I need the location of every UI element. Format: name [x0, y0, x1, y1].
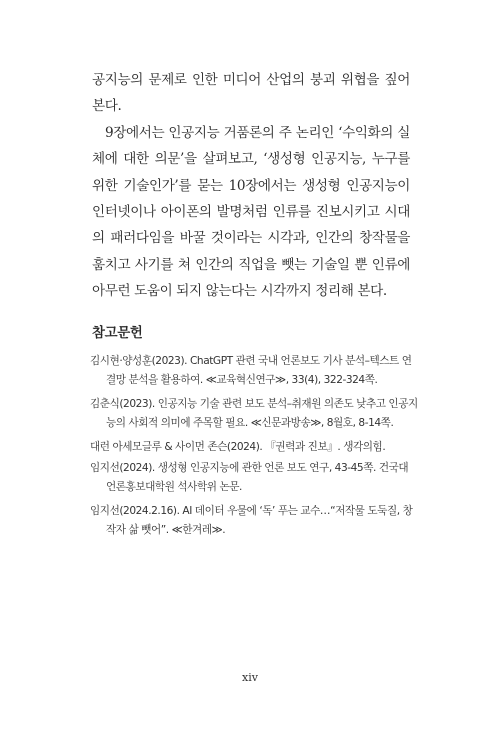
- body-text: [92, 67, 410, 305]
- references-heading: 참고문헌: [92, 326, 143, 341]
- reference-item: 김시현·양성훈(2023). ChatGPT 관련 국내 언론보도 기사 분석–텍스트 연결망 분석을 활용하여. ≪교육혁신연구≫, 33(4), 322-324쪽.: [90, 355, 412, 387]
- references-list: [90, 352, 420, 545]
- page-number: xiv: [242, 671, 258, 684]
- body-paragraph: 공지능의 문제로 인한 미디어 산업의 붕괴 위협을 짚어본다.: [92, 72, 410, 115]
- reference-item: 대런 아세모글루 & 사이먼 존슨(2024). 『권력과 진보』. 생각의힘.: [90, 440, 386, 453]
- reference-item: 임지선(2024.2.16). AI 데이터 우물에 ‘독’ 푸는 교수…“저작물 도둑질, 창작자 삶 뺏어”. ≪한겨레≫.: [90, 504, 413, 537]
- reference-item: 김춘식(2023). 인공지능 기술 관련 보도 분석–취재원 의존도 낮추고 인공지능의 사회적 의미에 주목할 필요. ≪신문과방송≫, 8월호, 8-14쪽.: [90, 397, 418, 430]
- body-paragraph: 9장에서는 인공지능 거품론의 주 논리인 ‘수익화의 실체에 대한 의문’을 살펴보고, ‘생성형 인공지능, 누구를 위한 기술인가’를 묻는 10장에서는 생성형 인공지능이 인터넷이나 아이폰의 발명처럼 인류를 진보시키고 시대의 패러다임을 바꿀 것이라는 시각과, 인간의 창작물을 훔치고 사기를 쳐 인간의 직업을 뺏는 기술일 뿐 인류에 아무런 도움이 되지 않는다는 시각까지 정리해 본다.: [92, 124, 410, 300]
- reference-item: 임지선(2024). 생성형 인공지능에 관한 언론 보도 연구, 43-45쪽. 건국대 언론홍보대학원 석사학위 논문.: [90, 462, 409, 494]
